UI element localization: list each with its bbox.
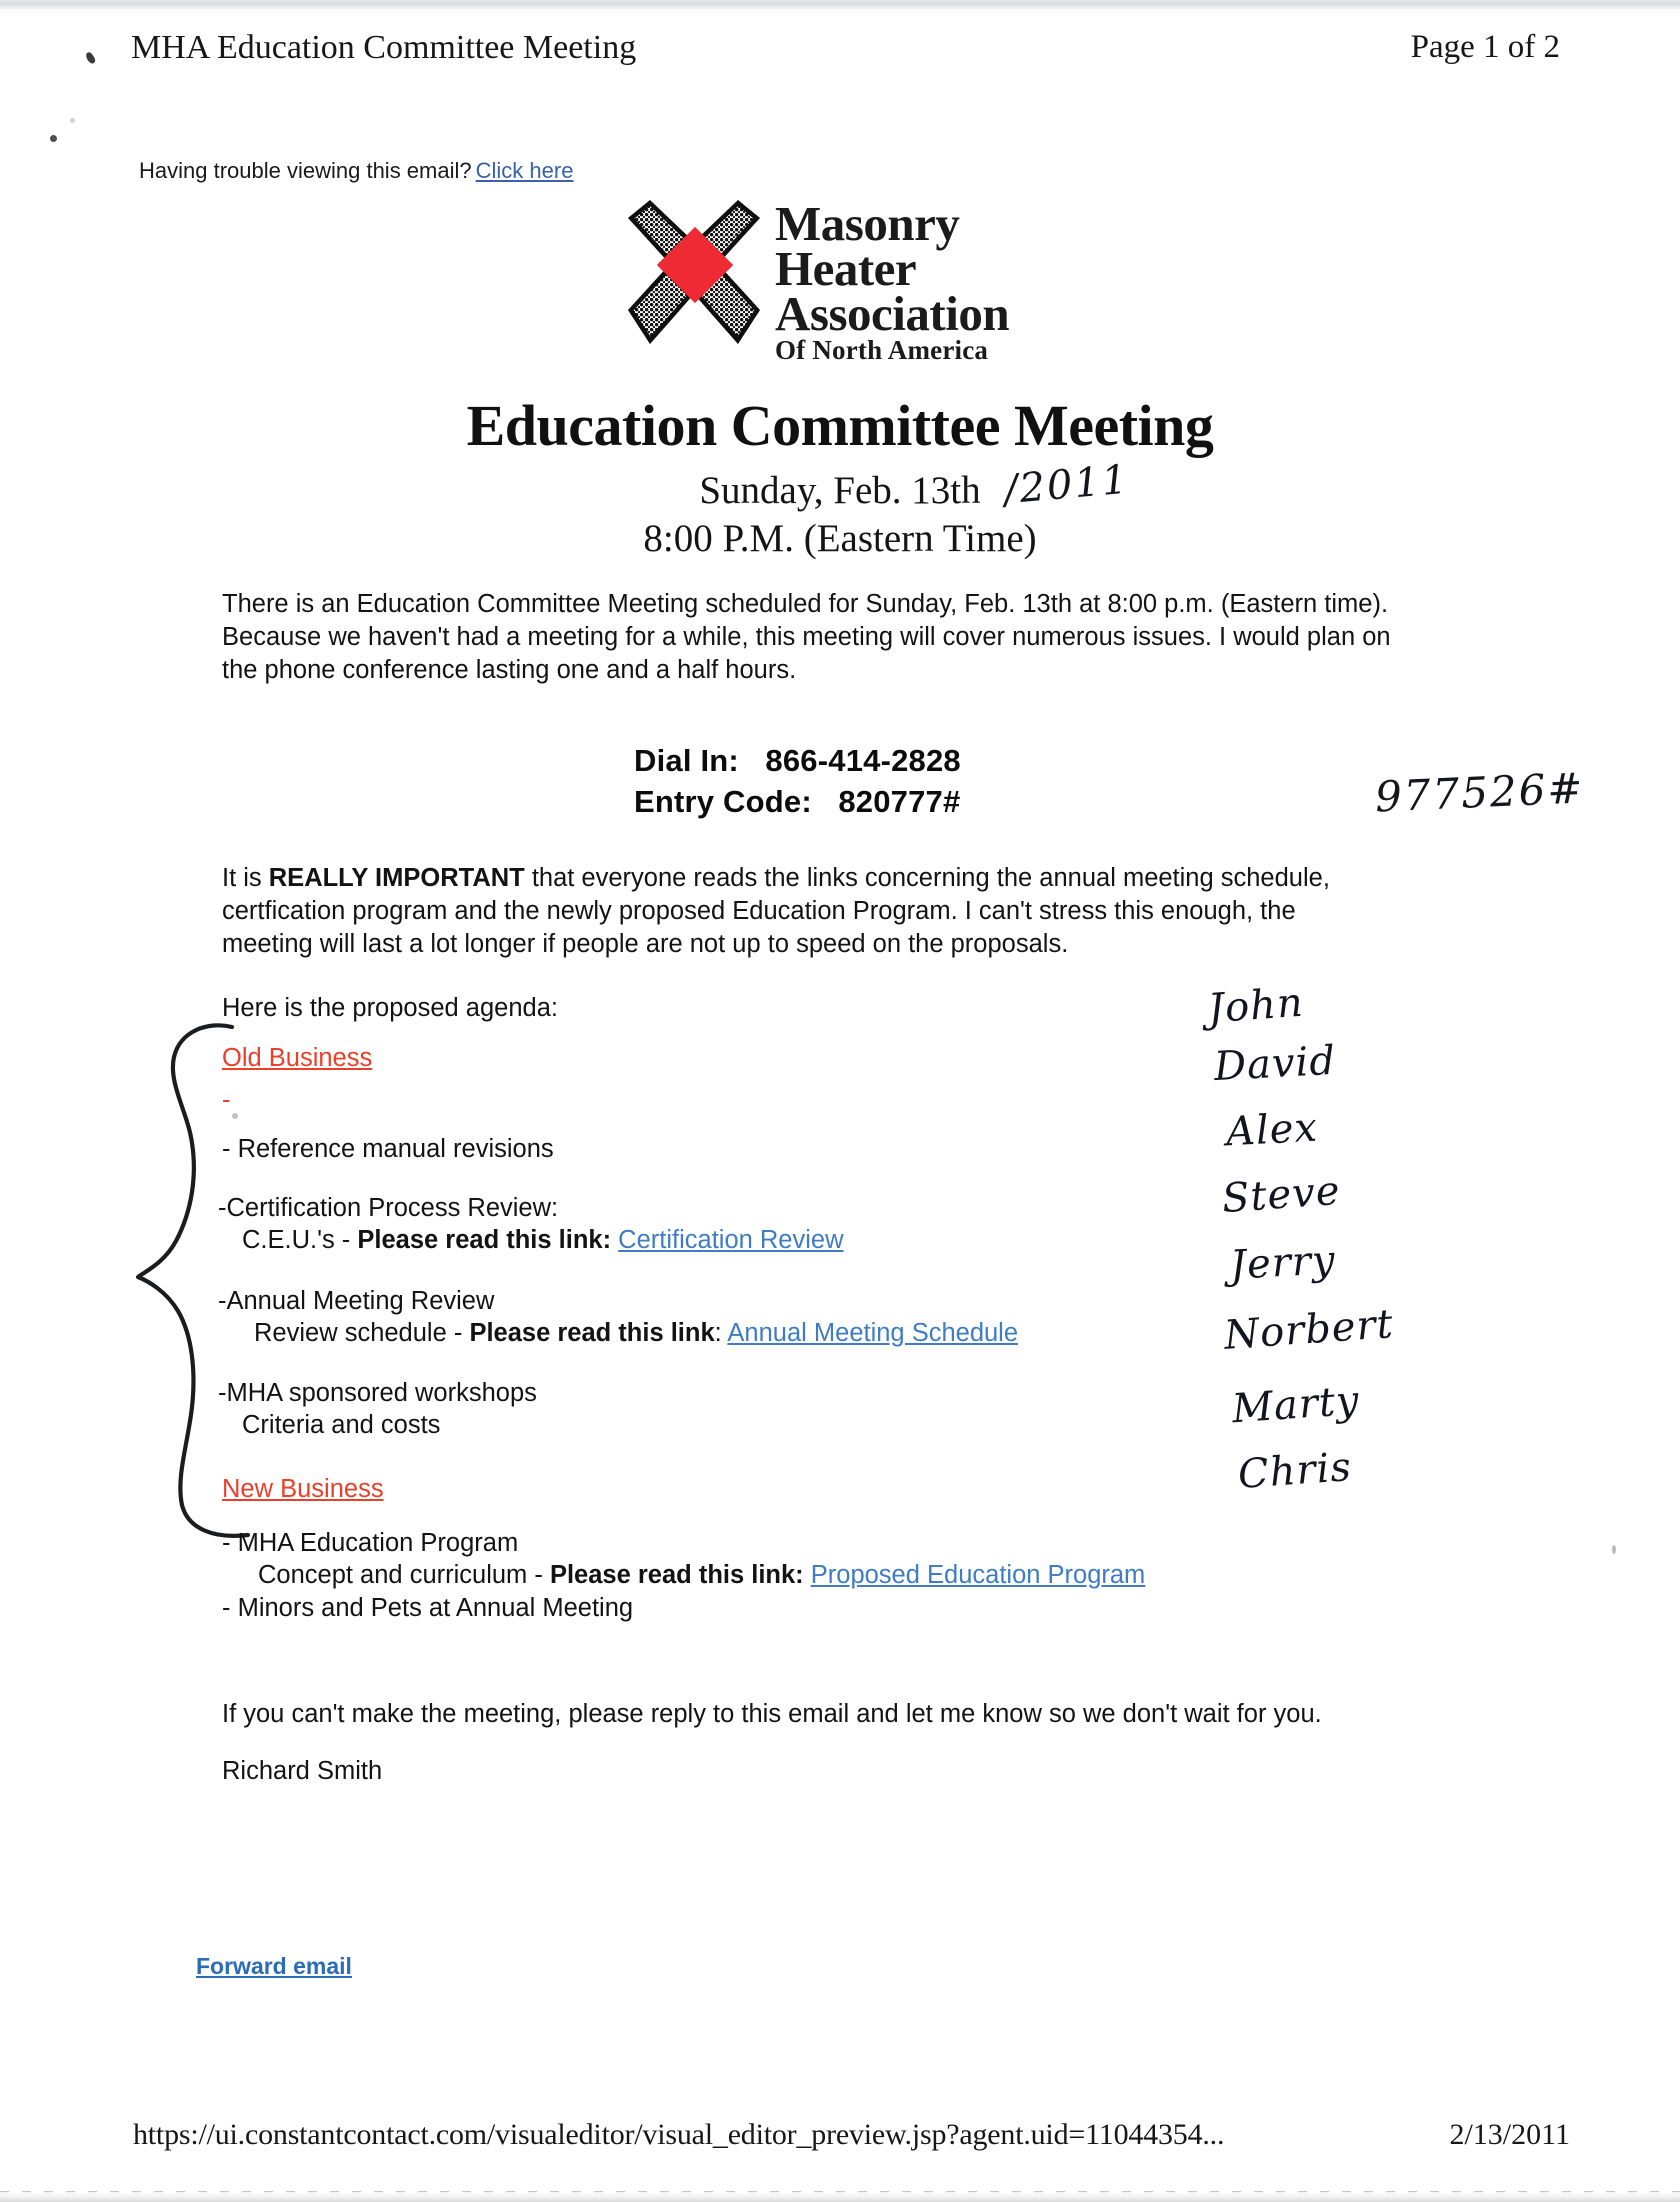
dial-in-line xyxy=(634,740,961,781)
agenda-item-line: - MHA Education Program xyxy=(222,1529,519,1557)
handwritten-name: David xyxy=(1212,1037,1338,1091)
agenda-item-subline xyxy=(218,1224,844,1256)
scan-top-edge-artifact xyxy=(0,0,1680,9)
agenda-old-business-dash: - xyxy=(222,1086,231,1114)
intro-paragraph: There is an Education Committee Meeting scheduled for Sunday, Feb. 13th at 8:00 p.m. (Eastern time). Because we haven't had a meeting for a while, this meeting will cover numerous issues. I would plan on the phone conference lasting one and a half hours. xyxy=(222,590,1391,684)
handwritten-name: John xyxy=(1206,979,1306,1033)
agenda-item-line: -Annual Meeting Review xyxy=(218,1287,495,1315)
meeting-date: Sunday, Feb. 13th xyxy=(699,469,981,512)
handwritten-name: Jerry xyxy=(1228,1237,1337,1289)
read-link-label: Please read this link: xyxy=(357,1226,612,1254)
print-footer-url: https://ui.constantcontact.com/visualeditor/visual_editor_preview.jsp?agent.uid=11044354... xyxy=(133,2118,1225,2151)
logo-line-heater: Heater xyxy=(775,241,917,297)
page-title: Education Committee Meeting xyxy=(466,393,1214,458)
mha-logo-wordmark xyxy=(775,196,1010,366)
certification-review-link[interactable]: Certification Review xyxy=(618,1226,844,1254)
handwritten-year-annotation: /2011 xyxy=(1002,456,1132,514)
important-paragraph xyxy=(222,862,1372,961)
agenda-lead-in: Here is the proposed agenda: xyxy=(222,994,558,1022)
entry-code-label: Entry Code: xyxy=(634,784,812,819)
agenda-item-subline xyxy=(218,1317,1018,1349)
handwritten-name: Marty xyxy=(1230,1377,1362,1433)
agenda-heading-new-business: New Business xyxy=(222,1475,384,1503)
scan-speck xyxy=(84,51,97,65)
forward-email-link[interactable]: Forward email xyxy=(196,1953,352,1979)
dial-in-block xyxy=(634,740,961,822)
mha-logo xyxy=(620,196,1040,366)
agenda-item-line: -MHA sponsored workshops xyxy=(218,1379,537,1407)
scan-speck xyxy=(50,135,57,142)
important-rest: that everyone reads the links concerning the annual meeting schedule, certfication program and the newly proposed Education Program. I can't stress this enough, the meeting will last a lot longer if people are not up to speed on the proposals. xyxy=(222,864,1330,958)
read-link-separator: : xyxy=(714,1319,728,1347)
agenda-item-line: - Reference manual revisions xyxy=(222,1135,554,1163)
important-prefix: It is xyxy=(222,864,269,892)
read-link-label: Please read this link xyxy=(469,1319,715,1347)
agenda-item-minors-and-pets xyxy=(222,1592,633,1624)
logo-line-masonry: Masonry xyxy=(775,196,960,251)
agenda-item-education-program xyxy=(222,1527,1145,1591)
agenda-heading-old-business: Old Business xyxy=(222,1044,373,1072)
print-footer-date: 2/13/2011 xyxy=(1449,2118,1570,2151)
scan-speck xyxy=(1612,1545,1616,1554)
print-header-title: MHA Education Committee Meeting xyxy=(131,29,637,66)
agenda-item-subline: Criteria and costs xyxy=(242,1411,441,1439)
handwritten-name: Alex xyxy=(1224,1104,1320,1156)
agenda-item-workshops xyxy=(218,1377,537,1441)
agenda-item-certification xyxy=(218,1192,844,1256)
trouble-viewing-text: Having trouble viewing this email? xyxy=(139,158,472,183)
handwritten-name: Norbert xyxy=(1222,1301,1396,1359)
handwritten-brace-annotation xyxy=(136,1015,266,1545)
handwritten-entry-code-annotation: 977526# xyxy=(1374,763,1586,822)
logo-line-association: Association xyxy=(775,286,1010,342)
print-header-page-indicator: Page 1 of 2 xyxy=(1410,29,1560,65)
agenda-item-subline xyxy=(222,1559,1145,1591)
mha-logo-mark-icon xyxy=(620,198,768,346)
scan-speck xyxy=(232,1113,238,1119)
ceu-prefix: C.E.U.'s - xyxy=(242,1226,358,1254)
logo-line-north-america: Of North America xyxy=(775,335,989,366)
agenda-item-line: - Minors and Pets at Annual Meeting xyxy=(222,1594,634,1622)
concept-curriculum-prefix: Concept and curriculum - xyxy=(258,1561,550,1589)
signature-name: Richard Smith xyxy=(222,1757,383,1785)
trouble-viewing-line xyxy=(139,158,573,184)
handwritten-name: Steve xyxy=(1220,1167,1342,1223)
annual-meeting-schedule-link[interactable]: Annual Meeting Schedule xyxy=(727,1319,1019,1347)
scan-bottom-edge-artifact xyxy=(0,2192,1680,2202)
review-schedule-prefix: Review schedule - xyxy=(254,1319,470,1347)
agenda-item-line: -Certification Process Review: xyxy=(218,1194,559,1222)
entry-code-value: 820777# xyxy=(838,784,961,819)
scan-speck xyxy=(70,118,75,123)
dial-in-label: Dial In: xyxy=(634,743,739,778)
meeting-time: 8:00 P.M. (Eastern Time) xyxy=(643,517,1037,560)
important-emphasis: REALLY IMPORTANT xyxy=(268,864,525,892)
entry-code-line xyxy=(634,781,961,822)
agenda-item-reference-manual xyxy=(222,1133,554,1165)
closing-paragraph: If you can't make the meeting, please reply to this email and let me know so we don't wait for you. xyxy=(222,1700,1322,1728)
dial-in-number: 866-414-2828 xyxy=(765,743,961,778)
handwritten-name: Chris xyxy=(1236,1444,1354,1498)
read-link-label: Please read this link: xyxy=(549,1561,804,1589)
scan-top-edge-artifact-secondary xyxy=(0,9,1680,14)
click-here-link[interactable]: Click here xyxy=(475,158,574,183)
agenda-item-annual-meeting xyxy=(218,1285,1018,1349)
proposed-education-program-link[interactable]: Proposed Education Program xyxy=(810,1561,1146,1589)
